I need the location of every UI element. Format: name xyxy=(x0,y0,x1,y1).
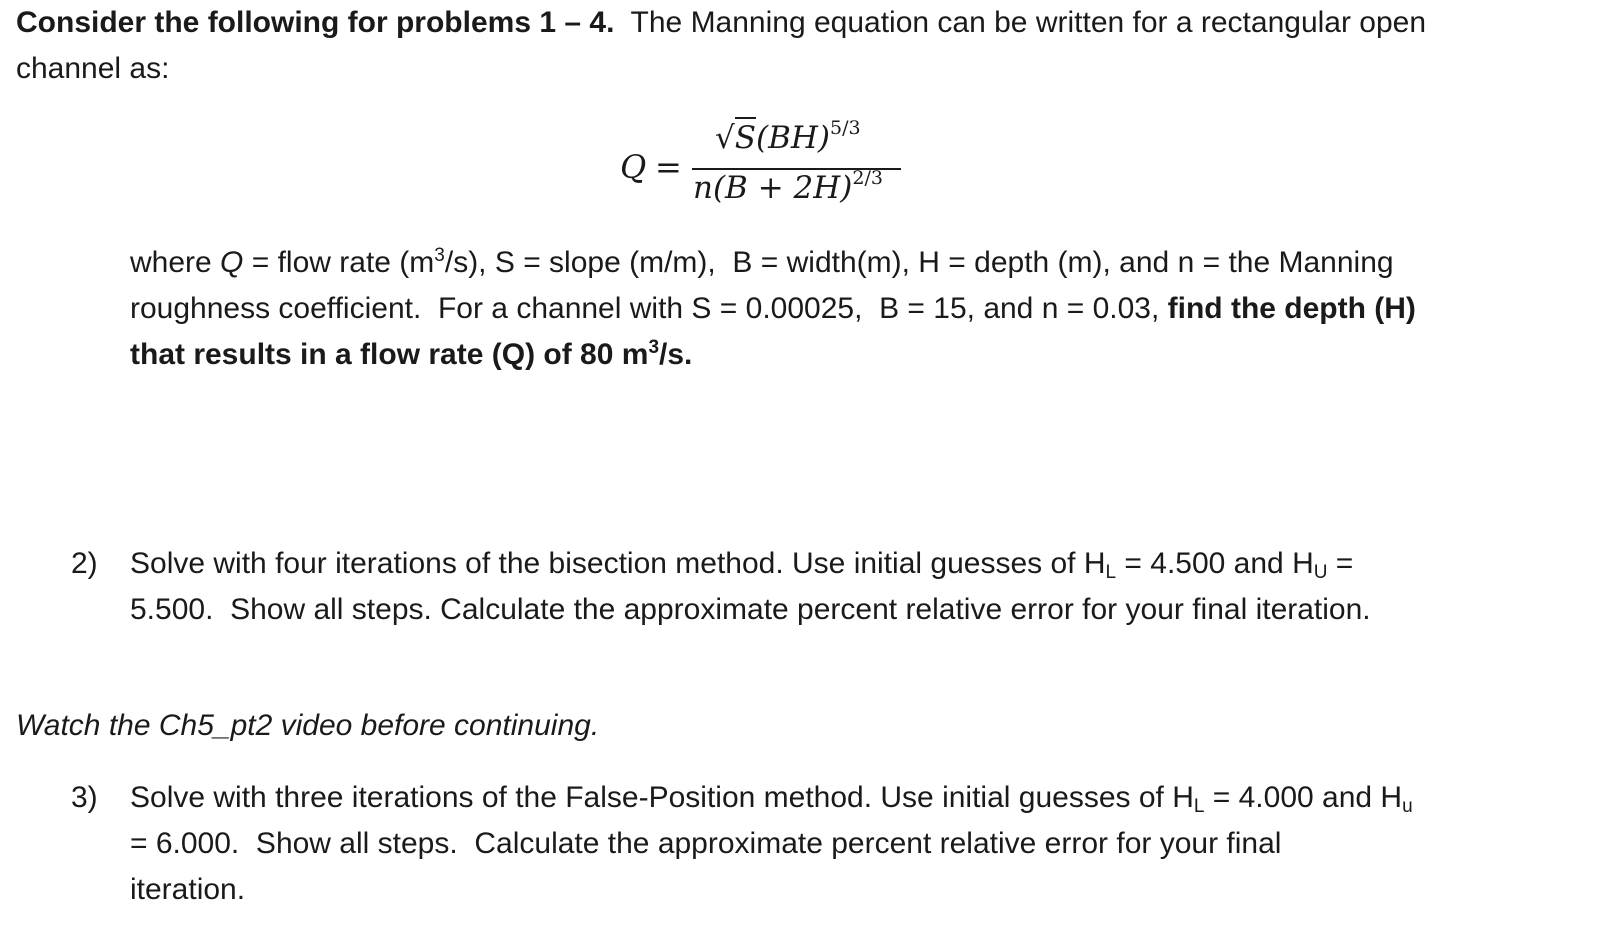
numerator-body: (BH) xyxy=(756,120,831,156)
problem-3-number: 3) xyxy=(71,781,98,814)
definitions-line-1: where Q = flow rate $(m^3/s)$, S = slope (m/m), B = width(m), H = depth (m), and n = the Manning xyxy=(130,245,1394,279)
problem-3-line-3: iteration. xyxy=(130,873,246,906)
equation-lhs: Q xyxy=(620,148,647,186)
definitions-paragraph xyxy=(130,240,1416,378)
definitions-line-3: that results in a flow rate (Q) of 80 $m^3/s$. xyxy=(130,337,693,371)
intro-text: The Manning equation can be written for a rectangular open xyxy=(614,6,1427,39)
radicand: S xyxy=(735,117,756,156)
problem-3-line-2: = 6.000. Show all steps. Calculate the approximate percent relative error for your final xyxy=(130,827,1282,860)
watch-note: Watch the Ch5_pt2 video before continuing. xyxy=(16,709,600,742)
problem-2-text xyxy=(130,541,1371,633)
intro-line-1 xyxy=(16,0,1426,46)
equation-equals: = xyxy=(655,148,682,186)
numerator-exponent: 5/3 xyxy=(830,117,861,139)
problem-3-line-1: Solve with three iterations of the False-Position method. Use initial guesses of $H_L = 4.000$ and $H_u$ xyxy=(130,781,1413,817)
equation-numerator xyxy=(715,117,861,156)
definitions-line-2: roughness coefficient. For a channel with S = 0.00025, B = 15, and n = 0.03, find the depth (H) xyxy=(130,292,1416,325)
denominator-body: n(B + 2H) xyxy=(693,170,853,206)
intro-paragraph xyxy=(16,0,1426,92)
intro-line-2: channel as: xyxy=(16,52,170,85)
intro-heading: Consider the following for problems 1 – 4. xyxy=(16,6,615,39)
problem-2-line-1: Solve with four iterations of the bisection method. Use initial guesses of $H_L = 4.500$ and $H_U$ = xyxy=(130,547,1354,583)
problem-2-number: 2) xyxy=(71,547,98,580)
problem-3-text xyxy=(130,775,1413,913)
denominator-exponent: 2/3 xyxy=(852,167,883,189)
problem-2-line-2: 5.500. Show all steps. Calculate the approximate percent relative error for your final iteration. xyxy=(130,593,1371,626)
equation-denominator xyxy=(693,167,883,206)
sqrt-symbol: √ xyxy=(715,120,735,156)
